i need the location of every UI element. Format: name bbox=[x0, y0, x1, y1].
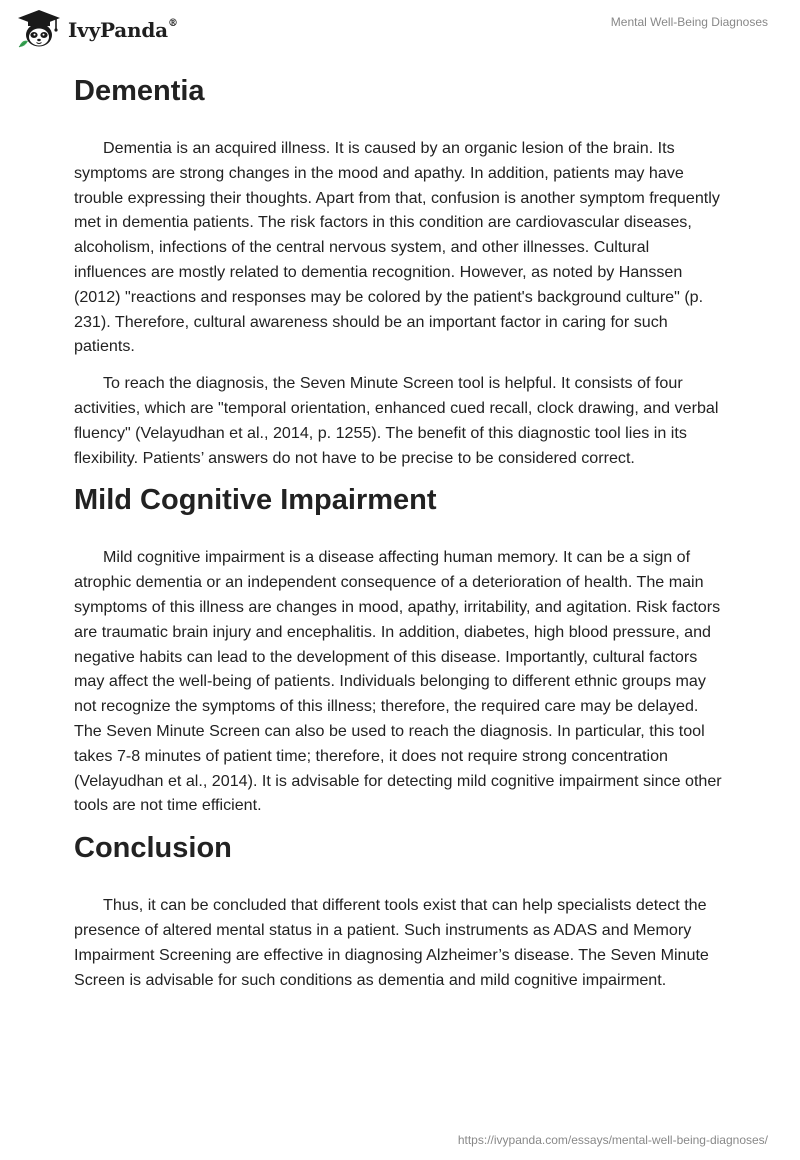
section-heading-conclusion: Conclusion bbox=[74, 832, 232, 865]
brand-name: IvyPanda® bbox=[68, 18, 178, 42]
paragraph: Dementia is an acquired illness. It is caused by an organic lesion of the brain. Its symptoms are strong changes in the mood and apathy. In addition, patients may have trouble expressing their thoughts. Apart from that, confusion is another symptom frequently met in dementia patients. The risk factors in this condition are cardiovascular diseases, alcoholism, infections of the central nervous system, and other illnesses. Cultural influences are mostly related to dementia recognition. However, as noted by Hanssen (2012) "reactions and responses may be colored by the patient's background culture" (p. 231). Therefore, cultural awareness should be an important factor in caring for such patients. bbox=[74, 139, 720, 356]
panda-graduate-icon bbox=[16, 9, 62, 49]
ivypanda-logo[interactable] bbox=[16, 9, 178, 49]
page-header bbox=[0, 0, 800, 60]
essay-body bbox=[74, 70, 724, 992]
section-heading-dementia: Dementia bbox=[74, 75, 205, 107]
source-url[interactable]: https://ivypanda.com/essays/mental-well-being-diagnoses/ bbox=[457, 1133, 768, 1147]
section-heading-mild-cognitive-impairment: Mild Cognitive Impairment bbox=[74, 484, 437, 517]
paragraph: To reach the diagnosis, the Seven Minute Screen tool is helpful. It consists of four activities, which are "temporal orientation, enhanced cued recall, clock drawing, and verbal fluency" (Velayudhan et al., 2014, p. 1255). The benefit of this diagnostic tool lies in its flexibility. Patients’ answers do not have to be precise to be considered correct. bbox=[74, 374, 719, 467]
paragraph: Thus, it can be concluded that different tools exist that can help specialists detect the presence of altered mental status in a patient. Such instruments as ADAS and Memory Impairment Screening are effective in diagnosing Alzheimer’s disease. The Seven Minute Screen is advisable for such conditions as dementia and mild cognitive impairment. bbox=[74, 896, 709, 989]
document-title: Mental Well-Being Diagnoses bbox=[610, 15, 768, 29]
paragraph: Mild cognitive impairment is a disease affecting human memory. It can be a sign of atrophic dementia or an independent consequence of a deterioration of health. The main symptoms of this illness are changes in mood, apathy, irritability, and agitation. Risk factors are traumatic brain injury and encephalitis. In addition, diabetes, high blood pressure, and negative habits can lead to the development of this disease. Importantly, cultural factors may affect the well-being of patients. Individuals belonging to different ethnic groups may not recognize the symptoms of this illness; therefore, the required care may be delayed. The Seven Minute Screen can also be used to reach the diagnosis. In particular, this tool takes 7-8 minutes of patient time; therefore, it does not require strong concentration (Velayudhan et al., 2014). It is advisable for detecting mild cognitive impairment since other tools are not time efficient. bbox=[74, 548, 722, 815]
